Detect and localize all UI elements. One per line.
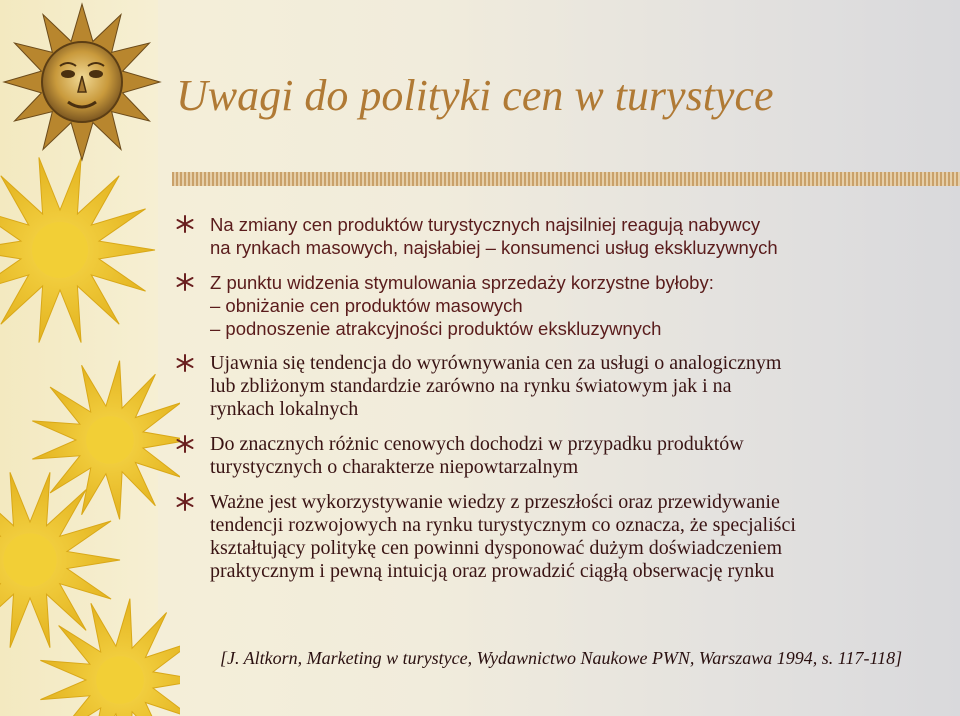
asterisk-bullet-icon — [176, 354, 194, 372]
bullet-line: turystycznych o charakterze niepowtarzalnym — [210, 456, 579, 478]
bullet-line: Ważne jest wykorzystywanie wiedzy z przeszłości oraz przewidywanie — [210, 491, 780, 513]
citation: [J. Altkorn, Marketing w turystyce, Wydawnictwo Naukowe PWN, Warszawa 1994, s. 117-118] — [220, 648, 903, 668]
asterisk-bullet-icon — [176, 435, 194, 453]
slide-title: Uwagi do polityki cen w turystyce — [176, 71, 774, 120]
bullet-line: – podnoszenie atrakcyjności produktów ekskluzywnych — [210, 318, 662, 339]
bullet-line: Na zmiany cen produktów turystycznych najsilniej reagują nabywcy — [210, 214, 761, 235]
bullet-line: Ujawnia się tendencja do wyrównywania cen za usługi o analogicznym — [210, 352, 782, 374]
bullet-line: rynkach lokalnych — [210, 398, 359, 420]
sun-face-icon — [4, 4, 160, 160]
sun-decoration — [0, 0, 180, 716]
bullet-item — [176, 433, 946, 479]
bullet-line: Do znacznych różnic cenowych dochodzi w przypadku produktów — [210, 433, 744, 455]
asterisk-bullet-icon — [176, 215, 194, 233]
bullet-list — [176, 213, 946, 595]
title-underline — [172, 172, 960, 186]
bullet-item — [176, 213, 946, 259]
sunburst-icon — [32, 361, 180, 520]
bullet-line: – obniżanie cen produktów masowych — [210, 295, 523, 316]
asterisk-bullet-icon — [176, 273, 194, 291]
bullet-line: Z punktu widzenia stymulowania sprzedaży korzystne byłoby: — [210, 272, 714, 293]
bullet-line: praktycznym i pewną intuicją oraz prowadzić ciągłą obserwację rynku — [210, 560, 775, 582]
bullet-line: lub zbliżonym standardzie zarówno na rynku światowym jak i na — [210, 375, 732, 397]
asterisk-bullet-icon — [176, 493, 194, 511]
bullet-line: na rynkach masowych, najsłabiej – konsumenci usług ekskluzywnych — [210, 237, 778, 258]
bullet-item — [176, 271, 946, 340]
bullet-item — [176, 352, 946, 421]
bullet-item — [176, 491, 946, 583]
sunburst-icon — [40, 599, 180, 716]
bullet-line: tendencji rozwojowych na rynku turystycznym co oznacza, że specjaliści — [210, 514, 796, 536]
bullet-line: kształtujący politykę cen powinni dysponować dużym doświadczeniem — [210, 537, 783, 559]
sunburst-icon — [0, 157, 155, 342]
